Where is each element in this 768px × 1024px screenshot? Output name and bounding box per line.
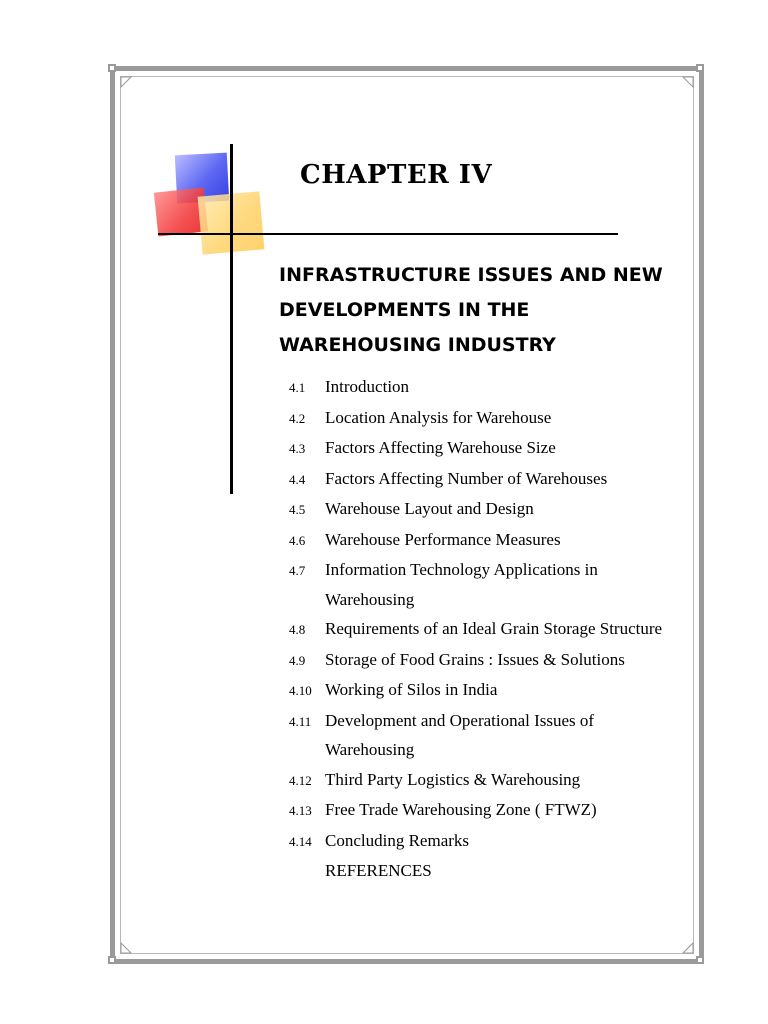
toc-item-4-4: [289, 464, 684, 495]
corner-ornament-bottom-left: [120, 942, 132, 954]
corner-ornament-top-left: [120, 76, 132, 88]
toc-number: 4.1: [289, 380, 306, 395]
toc-item-4-1: [289, 372, 684, 403]
toc-number: 4.5: [289, 502, 306, 517]
toc-number: 4.3: [289, 441, 306, 456]
toc-item-4-8: [289, 614, 684, 645]
toc-item-4-9: [289, 645, 684, 676]
toc-references: REFERENCES: [325, 861, 432, 880]
toc-title: Storage of Food Grains : Issues & Solutions: [325, 649, 625, 669]
corner-ornament-bottom-right: [682, 942, 694, 954]
toc-title: Location Analysis for Warehouse: [325, 407, 552, 427]
toc-title: Third Party Logistics & Warehousing: [325, 769, 581, 789]
toc-item-4-6: [289, 525, 684, 556]
toc-item-4-12: [289, 765, 684, 796]
toc-number: 4.8: [289, 622, 306, 637]
toc-title: Free Trade Warehousing Zone ( FTWZ): [325, 800, 597, 819]
toc-number: 4.7: [289, 563, 306, 578]
toc-number: 4.14: [289, 833, 312, 849]
toc-title: Development and Operational Issues of Warehousing: [325, 710, 595, 759]
toc-item-4-7: [289, 555, 684, 614]
toc-title: Concluding Remarks: [325, 830, 470, 850]
toc-title: Factors Affecting Warehouse Size: [325, 438, 556, 457]
toc-title: Warehouse Layout and Design: [325, 499, 534, 518]
toc-number: 4.10: [289, 683, 312, 698]
toc-title: Working of Silos in India: [325, 680, 498, 699]
toc-number: 4.13: [289, 803, 312, 818]
toc-number: 4.6: [289, 532, 306, 548]
toc-item-4-5: [289, 494, 684, 525]
toc-item-4-2: [289, 403, 684, 434]
toc-number: 4.11: [289, 713, 312, 729]
toc-number: 4.4: [289, 471, 306, 487]
chapter-heading: INFRASTRUCTURE ISSUES AND NEW DEVELOPMENTS IN THE WAREHOUSING INDUSTRY: [279, 264, 663, 356]
toc-item-4-14: [289, 826, 684, 857]
toc-title: Factors Affecting Number of Warehouses: [325, 468, 608, 488]
toc-number: 4.9: [289, 652, 306, 668]
toc-item-4-10: [289, 675, 684, 706]
toc-item-4-11: [289, 706, 684, 765]
corner-square-top-left: [108, 64, 116, 72]
corner-ornament-top-right: [682, 76, 694, 88]
toc-item-4-3: [289, 433, 684, 464]
toc-title: Introduction: [325, 377, 410, 396]
chapter-title: CHAPTER IV: [300, 160, 493, 190]
toc-title: Information Technology Applications in Warehousing: [325, 560, 598, 609]
toc-number: 4.12: [289, 772, 312, 788]
toc-number: 4.2: [289, 410, 306, 426]
toc-title: Warehouse Performance Measures: [325, 529, 561, 549]
toc-item-4-13: [289, 795, 684, 826]
decor-vertical-line: [230, 144, 233, 494]
table-of-contents: [289, 372, 684, 886]
toc-title: Requirements of an Ideal Grain Storage Structure: [325, 619, 663, 638]
corner-square-bottom-left: [108, 956, 116, 964]
corner-square-top-right: [696, 64, 704, 72]
corner-square-bottom-right: [696, 956, 704, 964]
decor-horizontal-line: [158, 233, 618, 235]
